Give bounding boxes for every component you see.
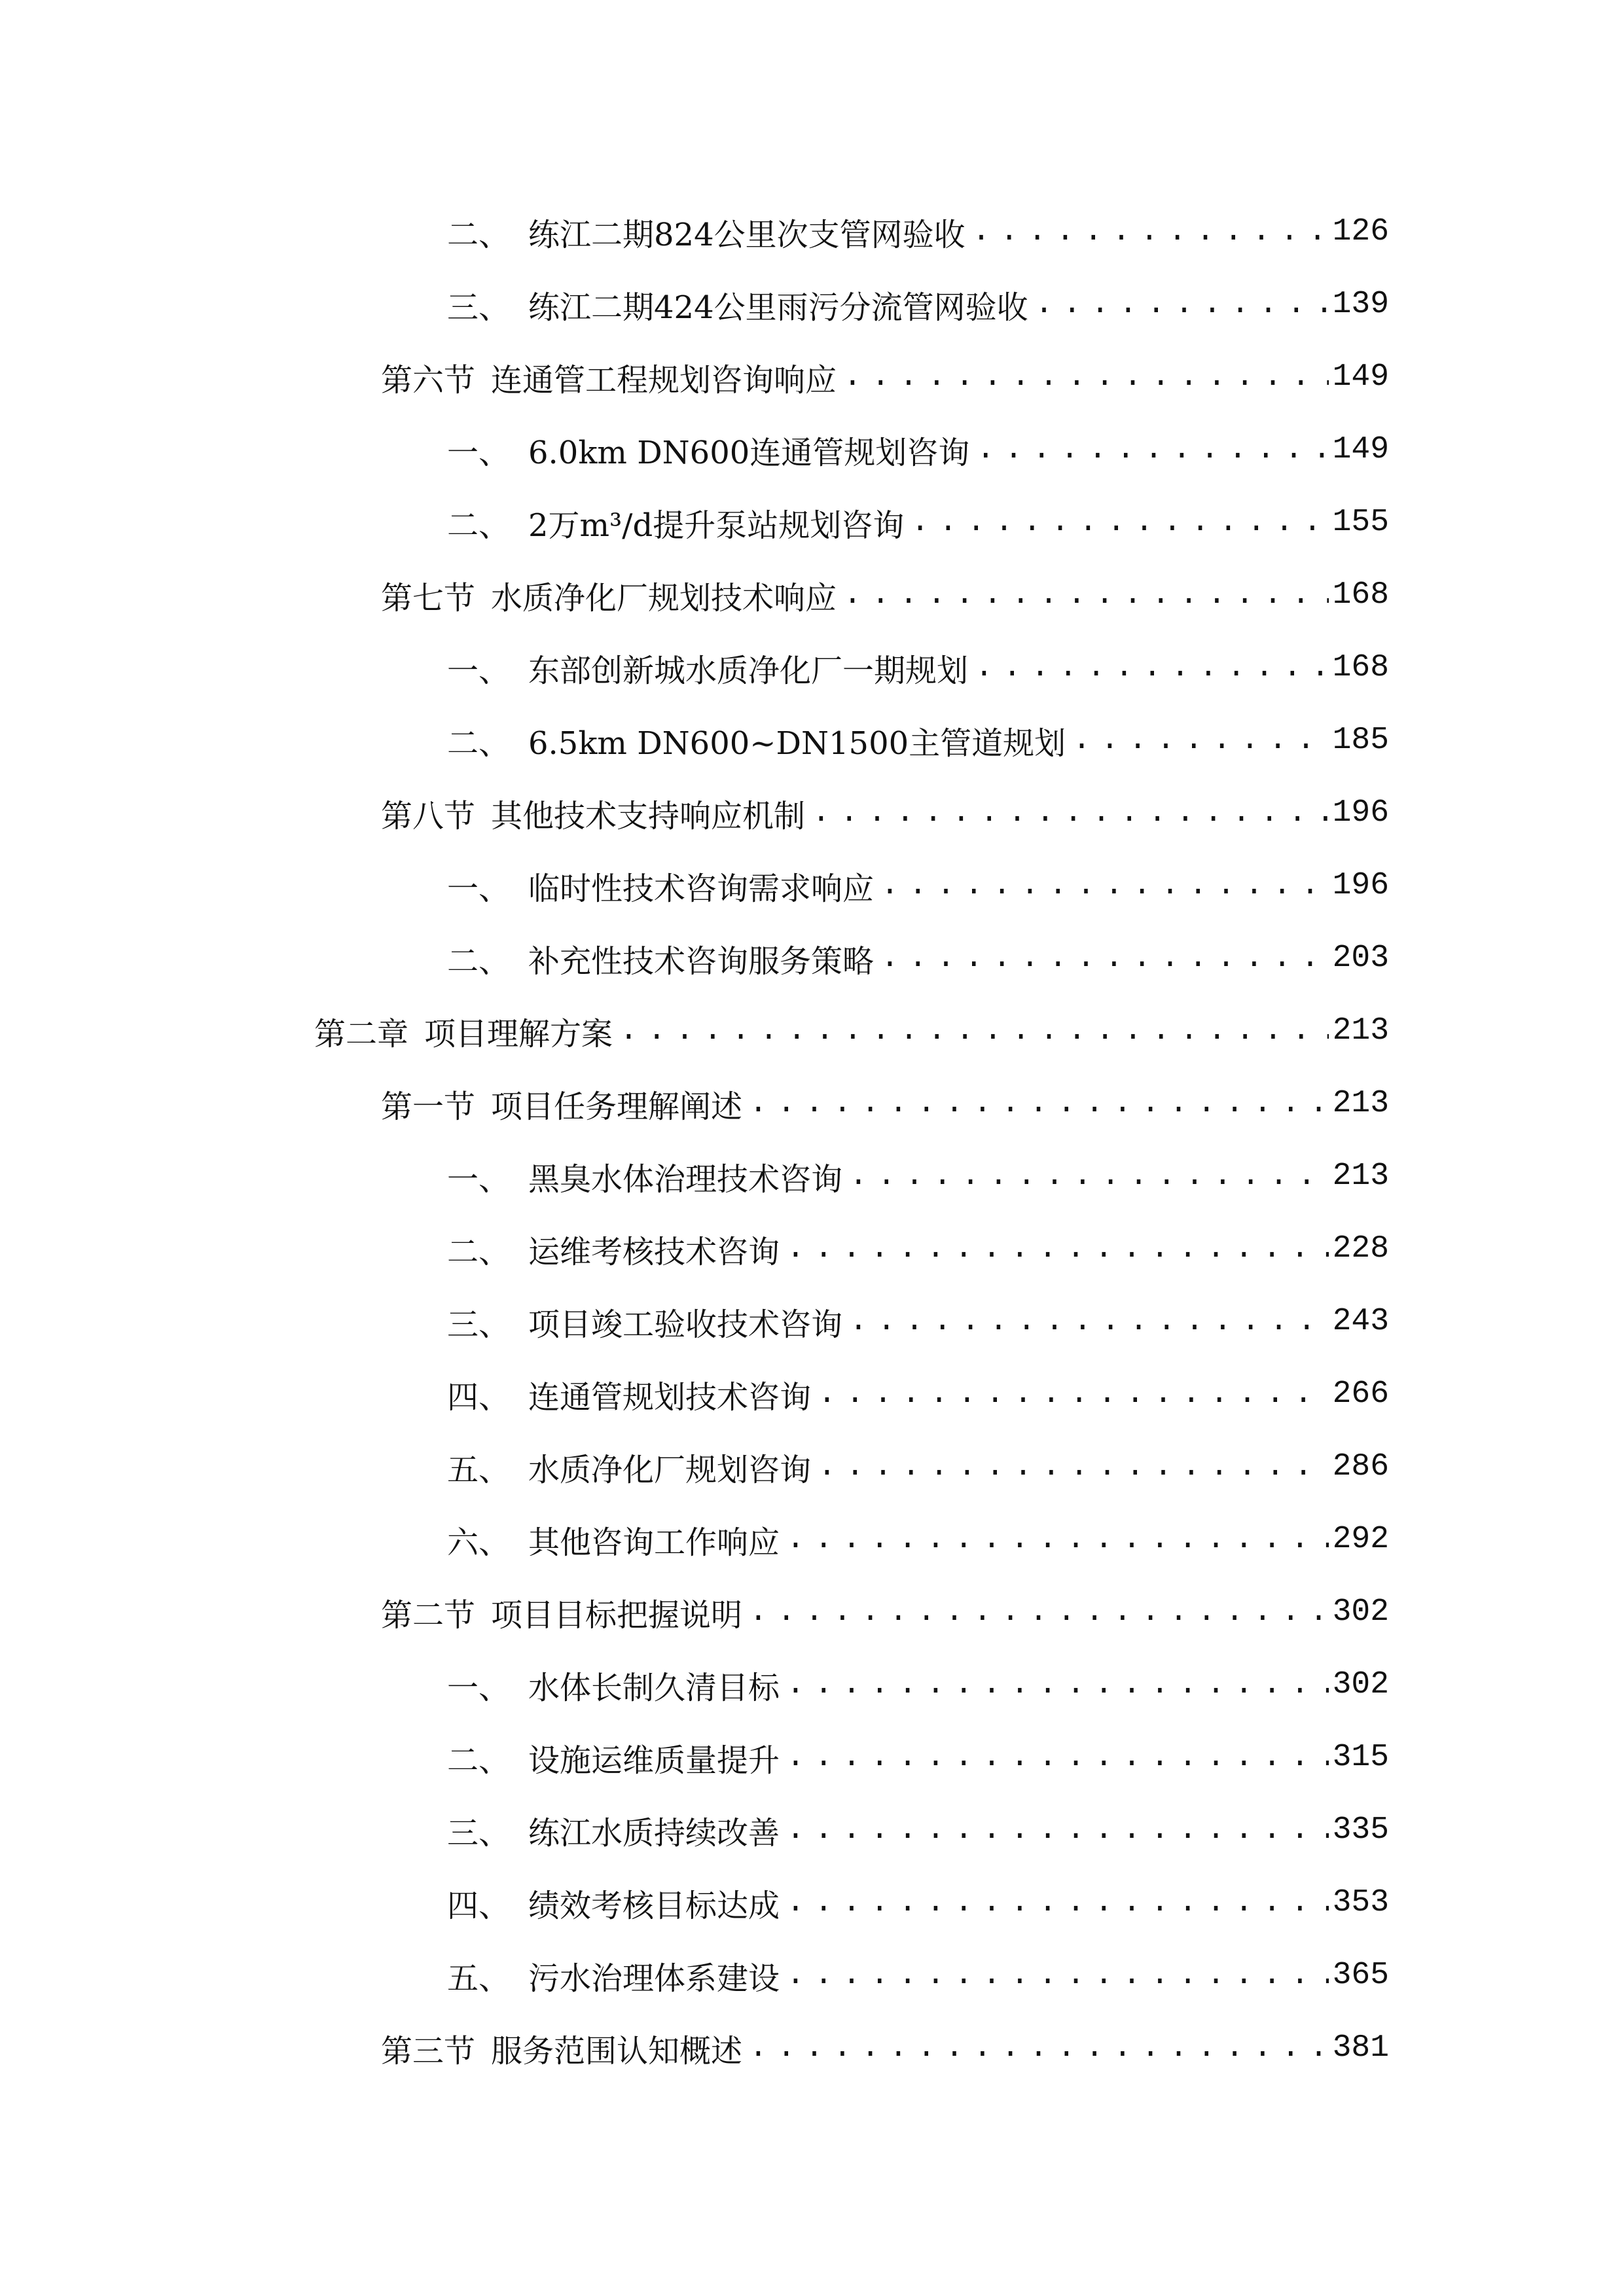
- toc-entry[interactable]: [447, 209, 1389, 255]
- dot-leader: [786, 1740, 1329, 1775]
- toc-entry-title: 绩效考核目标达成: [528, 1887, 780, 1924]
- toc-entry[interactable]: [447, 863, 1389, 908]
- toc-entry-page: 286: [1332, 1449, 1389, 1484]
- toc-entry-page: 126: [1332, 214, 1389, 249]
- toc-entry-number: 六、: [447, 1524, 511, 1561]
- dot-leader: [976, 432, 1328, 467]
- dot-leader: [972, 214, 1329, 249]
- toc-entry-number: 三、: [447, 289, 511, 326]
- toc-entry-title: 连通管工程规划咨询响应: [491, 361, 837, 399]
- toc-entry-page: 203: [1332, 941, 1389, 976]
- toc-entry-number: 第一节: [381, 1088, 476, 1125]
- dot-leader: [786, 1958, 1329, 1993]
- toc-entry-page: 185: [1332, 723, 1389, 758]
- toc-entry[interactable]: [381, 790, 1389, 836]
- toc-entry-page: 315: [1332, 1740, 1389, 1775]
- toc-entry-page: 155: [1332, 505, 1389, 540]
- toc-entry-number: 二、: [447, 507, 511, 544]
- toc-entry-title: 设施运维质量提升: [528, 1742, 780, 1779]
- dot-leader: [975, 650, 1329, 685]
- toc-entry[interactable]: [447, 1662, 1389, 1708]
- dot-leader: [749, 1086, 1329, 1121]
- dot-leader: [786, 1812, 1329, 1848]
- toc-entry-title: 其他技术支持响应机制: [491, 797, 806, 834]
- toc-entry-title: 2万m³/d提升泵站规划咨询: [528, 507, 905, 544]
- toc-entry[interactable]: [447, 1734, 1389, 1780]
- toc-entry-number: 第七节: [381, 579, 476, 617]
- toc-entry-title: 临时性技术咨询需求响应: [528, 870, 875, 907]
- toc-entry[interactable]: [447, 1299, 1389, 1344]
- dot-leader: [786, 1667, 1329, 1702]
- toc-entry-number: 第二章: [314, 1015, 409, 1052]
- dot-leader: [786, 1885, 1329, 1920]
- toc-entry-page: 139: [1332, 287, 1389, 322]
- toc-entry-title: 项目竣工验收技术咨询: [528, 1306, 843, 1343]
- dot-leader: [818, 1376, 1329, 1412]
- toc-entry-number: 第八节: [381, 797, 476, 834]
- dot-leader: [812, 795, 1329, 831]
- toc-entry-number: 一、: [447, 1160, 511, 1198]
- toc-entry-number: 二、: [447, 1233, 511, 1270]
- toc-entry[interactable]: [314, 1008, 1389, 1054]
- toc-entry[interactable]: [381, 572, 1389, 618]
- toc-entry-title: 东部创新城水质净化厂一期规划: [528, 652, 969, 689]
- toc-entry[interactable]: [447, 935, 1389, 981]
- toc-entry-title: 练江水质持续改善: [528, 1814, 780, 1852]
- toc-entry-page: 381: [1332, 2030, 1389, 2066]
- toc-entry[interactable]: [447, 1952, 1389, 1998]
- toc-entry-title: 黑臭水体治理技术咨询: [528, 1160, 843, 1198]
- toc-entry-title: 6.0km DN600连通管规划咨询: [528, 434, 970, 471]
- toc-entry-title: 连通管规划技术咨询: [528, 1378, 812, 1416]
- toc-entry-page: 196: [1332, 795, 1389, 831]
- toc-entry-title: 练江二期424公里雨污分流管网验收: [528, 289, 1028, 326]
- toc-entry[interactable]: [447, 1807, 1389, 1853]
- toc-entry-title: 服务范围认知概述: [491, 2032, 743, 2070]
- toc-entry-page: 228: [1332, 1231, 1389, 1266]
- toc-entry[interactable]: [381, 1081, 1389, 1126]
- toc-entry-title: 练江二期824公里次支管网验收: [528, 216, 965, 253]
- toc-entry-title: 水质净化厂规划技术响应: [491, 579, 837, 617]
- toc-entry[interactable]: [447, 645, 1389, 691]
- toc-entry-page: 168: [1332, 650, 1389, 685]
- dot-leader: [786, 1522, 1329, 1557]
- toc-entry-number: 五、: [447, 1451, 511, 1488]
- toc-entry-number: 四、: [447, 1887, 511, 1924]
- dot-leader: [911, 505, 1328, 540]
- toc-entry[interactable]: [447, 427, 1389, 473]
- toc-entry[interactable]: [447, 1516, 1389, 1562]
- toc-entry[interactable]: [447, 717, 1389, 763]
- toc-entry[interactable]: [447, 1153, 1389, 1199]
- toc-entry[interactable]: [447, 281, 1389, 327]
- toc-entry-number: 二、: [447, 725, 511, 762]
- toc-entry-number: 二、: [447, 1742, 511, 1779]
- toc-entry-title: 运维考核技术咨询: [528, 1233, 780, 1270]
- toc-entry[interactable]: [381, 2025, 1389, 2071]
- toc-entry-title: 水质净化厂规划咨询: [528, 1451, 812, 1488]
- toc-entry-page: 292: [1332, 1522, 1389, 1557]
- toc-entry-number: 第六节: [381, 361, 476, 399]
- dot-leader: [1035, 287, 1329, 322]
- toc-entry-page: 243: [1332, 1304, 1389, 1339]
- toc-entry-page: 302: [1332, 1594, 1389, 1630]
- dot-leader: [843, 577, 1329, 613]
- toc-entry-page: 196: [1332, 868, 1389, 903]
- toc-entry[interactable]: [447, 1371, 1389, 1417]
- toc-entry[interactable]: [447, 1880, 1389, 1926]
- dot-leader: [1072, 723, 1328, 758]
- toc-entry-number: 三、: [447, 1306, 511, 1343]
- toc-entry-title: 6.5km DN600~DN1500主管道规划: [528, 725, 1066, 762]
- toc-entry-page: 266: [1332, 1376, 1389, 1412]
- toc-entry-page: 213: [1332, 1158, 1389, 1194]
- toc-entry-number: 四、: [447, 1378, 511, 1416]
- toc-entry-number: 一、: [447, 434, 511, 471]
- toc-entry-number: 二、: [447, 942, 511, 980]
- toc-entry-page: 149: [1332, 359, 1389, 395]
- toc-entry-number: 五、: [447, 1960, 511, 1997]
- toc-entry-title: 污水治理体系建设: [528, 1960, 780, 1997]
- toc-entry-title: 项目任务理解阐述: [491, 1088, 743, 1125]
- dot-leader: [818, 1449, 1329, 1484]
- dot-leader: [880, 941, 1329, 976]
- dot-leader: [849, 1158, 1329, 1194]
- toc-entry-number: 三、: [447, 1814, 511, 1852]
- toc-entry-page: 353: [1332, 1885, 1389, 1920]
- toc-entry-page: 335: [1332, 1812, 1389, 1848]
- toc-entry-page: 168: [1332, 577, 1389, 613]
- dot-leader: [880, 868, 1329, 903]
- toc-entry-number: 第二节: [381, 1596, 476, 1634]
- toc-entry-title: 其他咨询工作响应: [528, 1524, 780, 1561]
- dot-leader: [619, 1013, 1329, 1049]
- toc-entry-number: 二、: [447, 216, 511, 253]
- toc-entry-title: 补充性技术咨询服务策略: [528, 942, 875, 980]
- toc-entry-number: 第三节: [381, 2032, 476, 2070]
- dot-leader: [749, 2030, 1329, 2066]
- toc-entry[interactable]: [381, 354, 1389, 400]
- toc-entry-title: 项目理解方案: [424, 1015, 613, 1052]
- toc-entry[interactable]: [447, 1444, 1389, 1490]
- dot-leader: [786, 1231, 1329, 1266]
- toc-entry-page: 213: [1332, 1086, 1389, 1121]
- toc-entry[interactable]: [447, 1226, 1389, 1272]
- toc-entry-number: 一、: [447, 1669, 511, 1706]
- toc-entry-page: 213: [1332, 1013, 1389, 1049]
- toc-entry-page: 149: [1332, 432, 1389, 467]
- toc-entry-number: 一、: [447, 870, 511, 907]
- toc-entry-number: 一、: [447, 652, 511, 689]
- dot-leader: [749, 1594, 1329, 1630]
- toc-entry-title: 项目目标把握说明: [491, 1596, 743, 1634]
- toc-entry-title: 水体长制久清目标: [528, 1669, 780, 1706]
- toc-entry-page: 302: [1332, 1667, 1389, 1702]
- toc-entry[interactable]: [447, 499, 1389, 545]
- dot-leader: [843, 359, 1329, 395]
- toc-entry[interactable]: [381, 1589, 1389, 1635]
- dot-leader: [849, 1304, 1329, 1339]
- toc-entry-page: 365: [1332, 1958, 1389, 1993]
